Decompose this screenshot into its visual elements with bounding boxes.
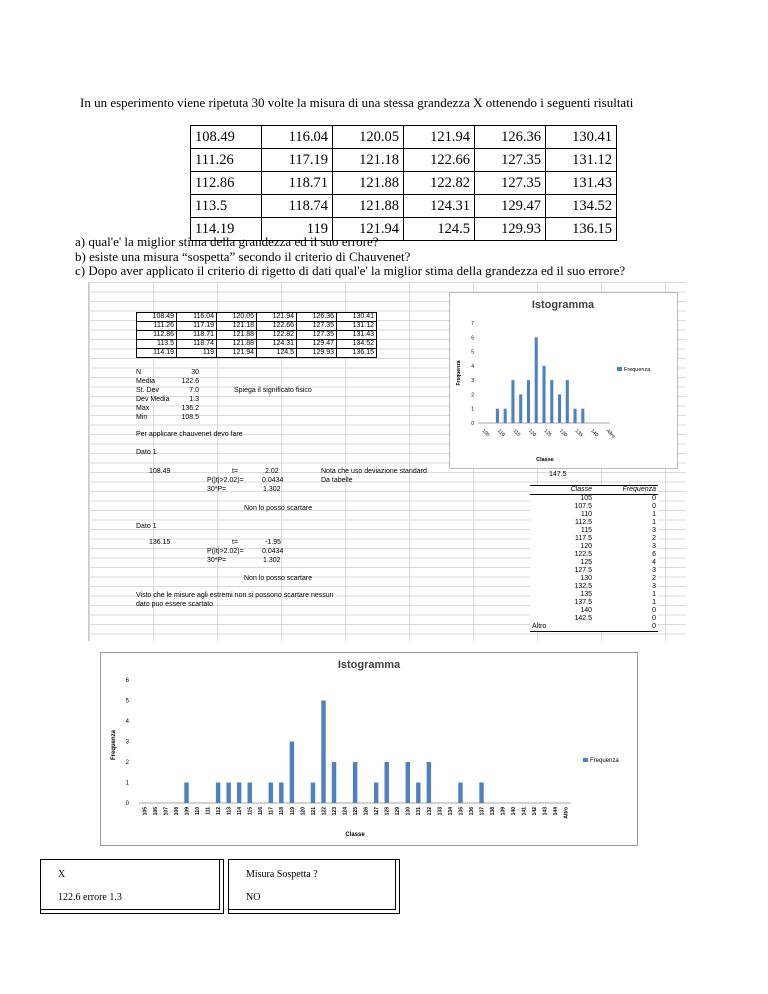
histogram-bar — [511, 380, 514, 423]
y-tick-label: 6 — [125, 678, 129, 684]
x-tick-label: 133 — [437, 807, 444, 816]
freq-row — [530, 519, 658, 527]
spiega-text: Spiega il significato fisico — [234, 387, 312, 394]
freq-row — [530, 623, 658, 632]
sheet-row — [137, 313, 377, 322]
x-tick-label: 118 — [279, 807, 286, 816]
conclusion-line-1: Visto che le misure agli estremi non si possono scartare nessun — [136, 592, 334, 599]
freq-row — [530, 527, 658, 535]
x-tick-label: 125 — [542, 428, 553, 439]
freq-cell: 107.5 — [574, 503, 592, 510]
stat-label: Dev Media — [136, 396, 170, 403]
freq-row — [530, 543, 658, 551]
x-axis-label: Classe — [345, 832, 365, 838]
data-cell: 121.18 — [333, 149, 404, 172]
freq-cell: 1 — [652, 591, 656, 598]
x-tick-label: 120 — [300, 807, 307, 816]
x-tick-label: 121 — [310, 807, 317, 816]
dato2-np: 1.302 — [263, 557, 281, 564]
histogram-bar — [527, 380, 530, 423]
sheet-cell: 118.74 — [177, 340, 217, 349]
histogram-chart-1 — [449, 292, 678, 469]
data-cell: 136.15 — [546, 218, 617, 241]
sheet-cell: 124.31 — [257, 340, 297, 349]
histogram-bar — [504, 409, 507, 423]
freq-cell: 1 — [652, 519, 656, 526]
data-cell: 122.66 — [404, 149, 475, 172]
x-tick-label: 135 — [458, 807, 465, 816]
stat-label: Max — [136, 405, 150, 412]
stat-value: 1.3 — [189, 396, 199, 403]
histogram-1-svg — [450, 293, 677, 468]
data-cell: 120.05 — [333, 126, 404, 149]
histogram-chart-2 — [100, 652, 638, 846]
y-tick-label: 0 — [125, 801, 129, 807]
p-label-1: P(|t|>2.02)= — [207, 477, 244, 484]
histogram-bar — [558, 394, 561, 423]
p-label-2: P(|t|>2.02)= — [207, 548, 244, 555]
x-tick-label: 114 — [237, 807, 244, 816]
histogram-bar — [566, 380, 569, 423]
stat-value: 30 — [191, 369, 199, 376]
data-cell: 129.93 — [475, 218, 546, 241]
data-cell: 127.35 — [475, 149, 546, 172]
histogram-bar — [406, 762, 410, 803]
freq-cell: 117.5 — [575, 535, 592, 542]
sheet-cell: 121.18 — [217, 322, 257, 331]
x-tick-label: 139 — [500, 807, 507, 816]
y-tick-label: 4 — [471, 363, 474, 370]
data-cell: 131.12 — [546, 149, 617, 172]
dato1-t: 2.02 — [265, 468, 279, 475]
histogram-bar — [269, 783, 273, 804]
data-cell: 121.94 — [333, 218, 404, 241]
histogram-bar — [458, 783, 462, 804]
sheet-cell: 131.43 — [337, 331, 377, 340]
x-tick-label: 123 — [331, 807, 338, 816]
sheet-cell: 136.15 — [337, 349, 377, 358]
nota-2: Da tabelle — [321, 477, 353, 484]
histogram-bar — [385, 762, 389, 803]
stat-value: 7.0 — [189, 387, 199, 394]
data-cell: 131.43 — [546, 172, 617, 195]
x-tick-label: Altro — [604, 428, 617, 440]
freq-cell: 122.5 — [574, 551, 592, 558]
t-label-2: t= — [232, 539, 239, 546]
data-cell: 121.88 — [333, 195, 404, 218]
stat-label: N — [136, 369, 142, 376]
x-axis-label: Classe — [536, 457, 554, 463]
data-cell: 112.86 — [191, 172, 262, 195]
x-tick-label: Altro — [563, 807, 570, 819]
freq-cell: 112.5 — [575, 519, 592, 526]
y-tick-label: 3 — [471, 378, 474, 385]
question-b: b) esiste una misura “sospetta” secondo il criterio di Chauvenet? — [75, 249, 411, 264]
x-tick-label: 128 — [384, 807, 391, 816]
freq-cell: 140 — [580, 607, 592, 614]
x-tick-label: 113 — [226, 807, 233, 816]
histogram-bar — [427, 762, 431, 803]
x-tick-label: 127 — [374, 807, 381, 816]
y-axis-label: Frequenza — [111, 729, 117, 761]
freq-cell: 135 — [580, 591, 592, 598]
x-tick-label: 105 — [480, 428, 491, 439]
x-tick-label: 122 — [321, 807, 328, 816]
y-tick-label: 7 — [471, 321, 474, 327]
y-tick-label: 5 — [471, 349, 474, 356]
sheet-cell: 114.19 — [137, 349, 177, 358]
sheet-cell: 129.47 — [297, 340, 337, 349]
histogram-2-svg — [101, 653, 637, 845]
x-tick-label: 130 — [405, 807, 412, 816]
freq-row — [530, 511, 658, 519]
freq-cell: 115 — [580, 527, 592, 534]
x-tick-label: 143 — [542, 807, 549, 816]
x-tick-label: 140 — [589, 428, 600, 439]
freq-cell: 1 — [652, 599, 656, 606]
question-a: a) qual'e' la miglior stima della grandezza ed il suo errore? — [75, 234, 379, 249]
sheet-cell: 118.71 — [177, 331, 217, 340]
x-tick-label: 117 — [268, 807, 275, 816]
freq-row — [530, 583, 658, 591]
histogram-bar — [416, 783, 420, 804]
x-tick-label: 125 — [353, 807, 359, 816]
freq-cell: 120 — [580, 543, 592, 550]
data-cell: 121.88 — [333, 172, 404, 195]
x-tick-label: 112 — [216, 807, 223, 816]
chauvenet-note: Per applicare chauvenet devo fare — [136, 431, 243, 438]
sheet-cell: 121.94 — [217, 349, 257, 358]
x-tick-label: 109 — [184, 807, 191, 816]
data-cell: 127.35 — [475, 172, 546, 195]
stat-value: 108.5 — [181, 414, 199, 421]
chart-title: Istogramma — [337, 659, 401, 671]
data-cell: 118.71 — [262, 172, 333, 195]
sheet-data-table — [136, 312, 377, 358]
sheet-cell: 119 — [177, 349, 217, 358]
y-tick-label: 1 — [125, 780, 129, 787]
data-cell: 111.26 — [191, 149, 262, 172]
y-tick-label: 6 — [471, 335, 474, 342]
dato2-t: -1.95 — [265, 539, 281, 546]
sheet-cell: 134.52 — [337, 340, 377, 349]
freq-cell: 132.5 — [574, 583, 592, 590]
data-cell: 129.47 — [475, 195, 546, 218]
stat-label: Min — [136, 414, 148, 421]
y-tick-label: 3 — [125, 739, 129, 746]
data-cell: 122.82 — [404, 172, 475, 195]
freq-row — [530, 503, 658, 511]
freq-cell: 6 — [652, 551, 656, 558]
histogram-bar — [535, 337, 538, 423]
x-tick-label: 131 — [416, 807, 423, 816]
legend-label: Frequenza — [590, 758, 619, 764]
x-tick-label: 130 — [558, 428, 569, 439]
x-tick-label: 129 — [395, 807, 402, 816]
sheet-cell: 116.04 — [177, 313, 217, 322]
x-tick-label: 107 — [163, 807, 170, 816]
freq-cell: 142.5 — [574, 615, 592, 622]
data-cell: 126.36 — [475, 126, 546, 149]
freq-cell: 0 — [652, 495, 656, 502]
data-cell: 114.19 — [191, 218, 262, 241]
x-tick-label: 116 — [258, 807, 265, 816]
data-cell: 118.74 — [262, 195, 333, 218]
histogram-bar — [353, 762, 357, 803]
data-row — [191, 149, 617, 172]
freq-cell: 110 — [580, 511, 592, 518]
intro-text: In un esperimento viene ripetuta 30 volte la misura di una stessa grandezza X ottenendo i seguenti risultati — [80, 95, 634, 110]
sheet-cell: 113.5 — [137, 340, 177, 349]
legend-swatch — [583, 758, 588, 762]
data-cell: 117.19 — [262, 149, 333, 172]
data-row — [191, 126, 617, 149]
x-tick-label: 132 — [426, 807, 433, 816]
sheet-cell: 121.88 — [217, 331, 257, 340]
dato2-p: 0.0434 — [262, 548, 284, 555]
histogram-bar — [542, 366, 545, 423]
data-cell: 124.5 — [404, 218, 475, 241]
y-tick-label: 0 — [471, 421, 474, 427]
x-tick-label: 135 — [573, 428, 584, 439]
data-row — [191, 172, 617, 195]
x-tick-label: 119 — [289, 807, 296, 816]
freq-row — [530, 599, 658, 607]
y-tick-label: 2 — [125, 760, 129, 766]
stat-label: St. Dev — [136, 387, 159, 394]
sheet-cell: 131.12 — [337, 322, 377, 331]
dato1-p: 0.0434 — [262, 477, 284, 484]
x-tick-label: 134 — [447, 807, 454, 816]
freq-row — [530, 559, 658, 567]
sheet-cell: 122.82 — [257, 331, 297, 340]
freq-cell: 130 — [580, 575, 592, 582]
freq-cell: 1 — [652, 511, 656, 518]
legend-label: Frequenza — [624, 367, 651, 373]
histogram-bar — [332, 762, 336, 803]
freq-cell: 2 — [652, 575, 656, 582]
x-tick-label: 110 — [495, 428, 506, 439]
sheet-row — [137, 340, 377, 349]
data-cell: 134.52 — [546, 195, 617, 218]
histogram-bar — [216, 783, 220, 804]
freq-header-cell: Classe — [530, 486, 594, 495]
sheet-cell: 127.35 — [297, 331, 337, 340]
partial-value: 147.5 — [549, 471, 567, 478]
freq-cell: 125 — [580, 559, 592, 566]
y-tick-label: 5 — [125, 698, 129, 705]
x-label: X — [58, 869, 66, 880]
freq-row — [530, 567, 658, 575]
freq-row — [530, 575, 658, 583]
chart-title: Istogramma — [531, 299, 595, 311]
data-cell: 121.94 — [404, 126, 475, 149]
freq-cell: Altro — [530, 623, 594, 632]
x-tick-label: 110 — [194, 807, 201, 816]
stat-value: 122.6 — [181, 378, 199, 385]
x-tick-label: 124 — [342, 807, 349, 816]
data-cell: 124.31 — [404, 195, 475, 218]
x-tick-label: 140 — [511, 807, 518, 816]
histogram-bar — [574, 409, 577, 423]
non-scartare-1: Non lo posso scartare — [244, 505, 313, 512]
histogram-bar — [321, 701, 325, 804]
histogram-bar — [248, 783, 252, 804]
data-cell: 108.49 — [191, 126, 262, 149]
answer-box-x — [40, 859, 224, 914]
sheet-row — [137, 322, 377, 331]
legend-swatch — [617, 367, 622, 371]
data-cell: 113.5 — [191, 195, 262, 218]
suspect-label: Misura Sospetta ? — [246, 869, 318, 880]
histogram-bar — [479, 783, 483, 804]
freq-cell: 105 — [580, 495, 592, 502]
sheet-cell: 127.35 — [297, 322, 337, 331]
freq-cell: 3 — [652, 583, 656, 590]
nota-1: Nota che uso deviazione standard — [321, 468, 427, 475]
x-tick-label: 141 — [521, 807, 528, 816]
np-label-1: 30*P= — [207, 486, 227, 493]
spreadsheet-screenshot — [88, 282, 686, 641]
freq-row — [530, 495, 658, 504]
y-tick-label: 2 — [471, 392, 474, 399]
sheet-cell: 130.41 — [337, 313, 377, 322]
x-tick-label: 138 — [489, 807, 496, 816]
freq-row — [530, 535, 658, 543]
sheet-cell: 111.26 — [137, 322, 177, 331]
frequency-table — [530, 485, 658, 632]
freq-cell: 0 — [594, 623, 658, 632]
question-c: c) Dopo aver applicato il criterio di rigetto di dati qual'e' la miglior stima della grandezza ed il suo errore? — [75, 263, 626, 278]
freq-cell: 4 — [652, 559, 656, 566]
freq-header-cell: Frequenza — [594, 486, 658, 495]
sheet-cell: 124.5 — [257, 349, 297, 358]
histogram-bar — [581, 409, 584, 423]
data-table — [190, 125, 617, 241]
sheet-cell: 121.94 — [257, 313, 297, 322]
freq-cell: 0 — [652, 615, 656, 622]
histogram-bar — [184, 783, 188, 804]
freq-cell: 0 — [652, 503, 656, 510]
x-tick-label: 111 — [205, 807, 212, 815]
histogram-bar — [226, 783, 230, 804]
x-value: 122.6 errore 1.3 — [58, 892, 122, 903]
sheet-cell: 108.49 — [137, 313, 177, 322]
dato1-value: 108.49 — [149, 468, 171, 475]
sheet-cell: 117.19 — [177, 322, 217, 331]
x-tick-label: 137 — [479, 807, 486, 816]
freq-cell: 2 — [652, 535, 656, 542]
sheet-row — [137, 331, 377, 340]
sheet-cell: 112.86 — [137, 331, 177, 340]
freq-cell: 3 — [652, 543, 656, 550]
x-tick-label: 136 — [468, 807, 475, 816]
conclusion-line-2: dato puo essere scartato — [136, 601, 214, 608]
histogram-bar — [311, 783, 315, 804]
histogram-bar — [279, 783, 283, 804]
dato2-value: 136.15 — [149, 539, 171, 546]
histogram-bar — [496, 409, 499, 423]
freq-row — [530, 551, 658, 559]
data-cell: 119 — [262, 218, 333, 241]
dato1-label: Dato 1 — [136, 449, 157, 456]
freq-cell: 3 — [652, 527, 656, 534]
freq-row — [530, 607, 658, 615]
sheet-cell: 129.93 — [297, 349, 337, 358]
histogram-bar — [519, 394, 522, 423]
histogram-bar — [374, 783, 378, 804]
x-tick-label: 142 — [532, 807, 539, 816]
freq-cell: 137.5 — [574, 599, 592, 606]
x-tick-label: 115 — [247, 807, 254, 816]
freq-cell: 0 — [652, 607, 656, 614]
data-cell: 130.41 — [546, 126, 617, 149]
x-tick-label: 105 — [142, 807, 149, 816]
dato1-np: 1.302 — [263, 486, 281, 493]
suspect-value: NO — [246, 892, 261, 903]
sheet-cell: 120.05 — [217, 313, 257, 322]
sheet-row — [137, 349, 377, 358]
dato2-label: Dato 1 — [136, 523, 157, 530]
histogram-bar — [550, 380, 553, 423]
x-tick-label: 106 — [152, 807, 159, 816]
histogram-bar — [237, 783, 241, 804]
np-label-2: 30*P= — [207, 557, 227, 564]
t-label-1: t= — [232, 468, 239, 475]
x-tick-label: 108 — [173, 807, 180, 816]
freq-header-row — [530, 486, 658, 495]
answer-box-suspect — [228, 859, 400, 914]
non-scartare-2: Non lo posso scartare — [244, 575, 313, 582]
sheet-cell: 126.36 — [297, 313, 337, 322]
sheet-cell: 121.88 — [217, 340, 257, 349]
data-cell: 116.04 — [262, 126, 333, 149]
y-tick-label: 1 — [471, 406, 474, 413]
freq-cell: 3 — [652, 567, 656, 574]
freq-cell: 127.5 — [574, 567, 592, 574]
x-tick-label: 115 — [511, 428, 522, 439]
sheet-cell: 122.66 — [257, 322, 297, 331]
data-row — [191, 195, 617, 218]
x-tick-label: 126 — [363, 807, 370, 816]
freq-row — [530, 615, 658, 623]
x-tick-label: 120 — [527, 428, 538, 439]
stat-label: Media — [136, 378, 156, 385]
stat-value: 136.2 — [181, 405, 199, 412]
y-axis-label: Frequenza — [456, 360, 462, 386]
y-tick-label: 4 — [125, 719, 129, 725]
freq-row — [530, 591, 658, 599]
histogram-bar — [290, 742, 294, 804]
x-tick-label: 144 — [553, 807, 560, 816]
